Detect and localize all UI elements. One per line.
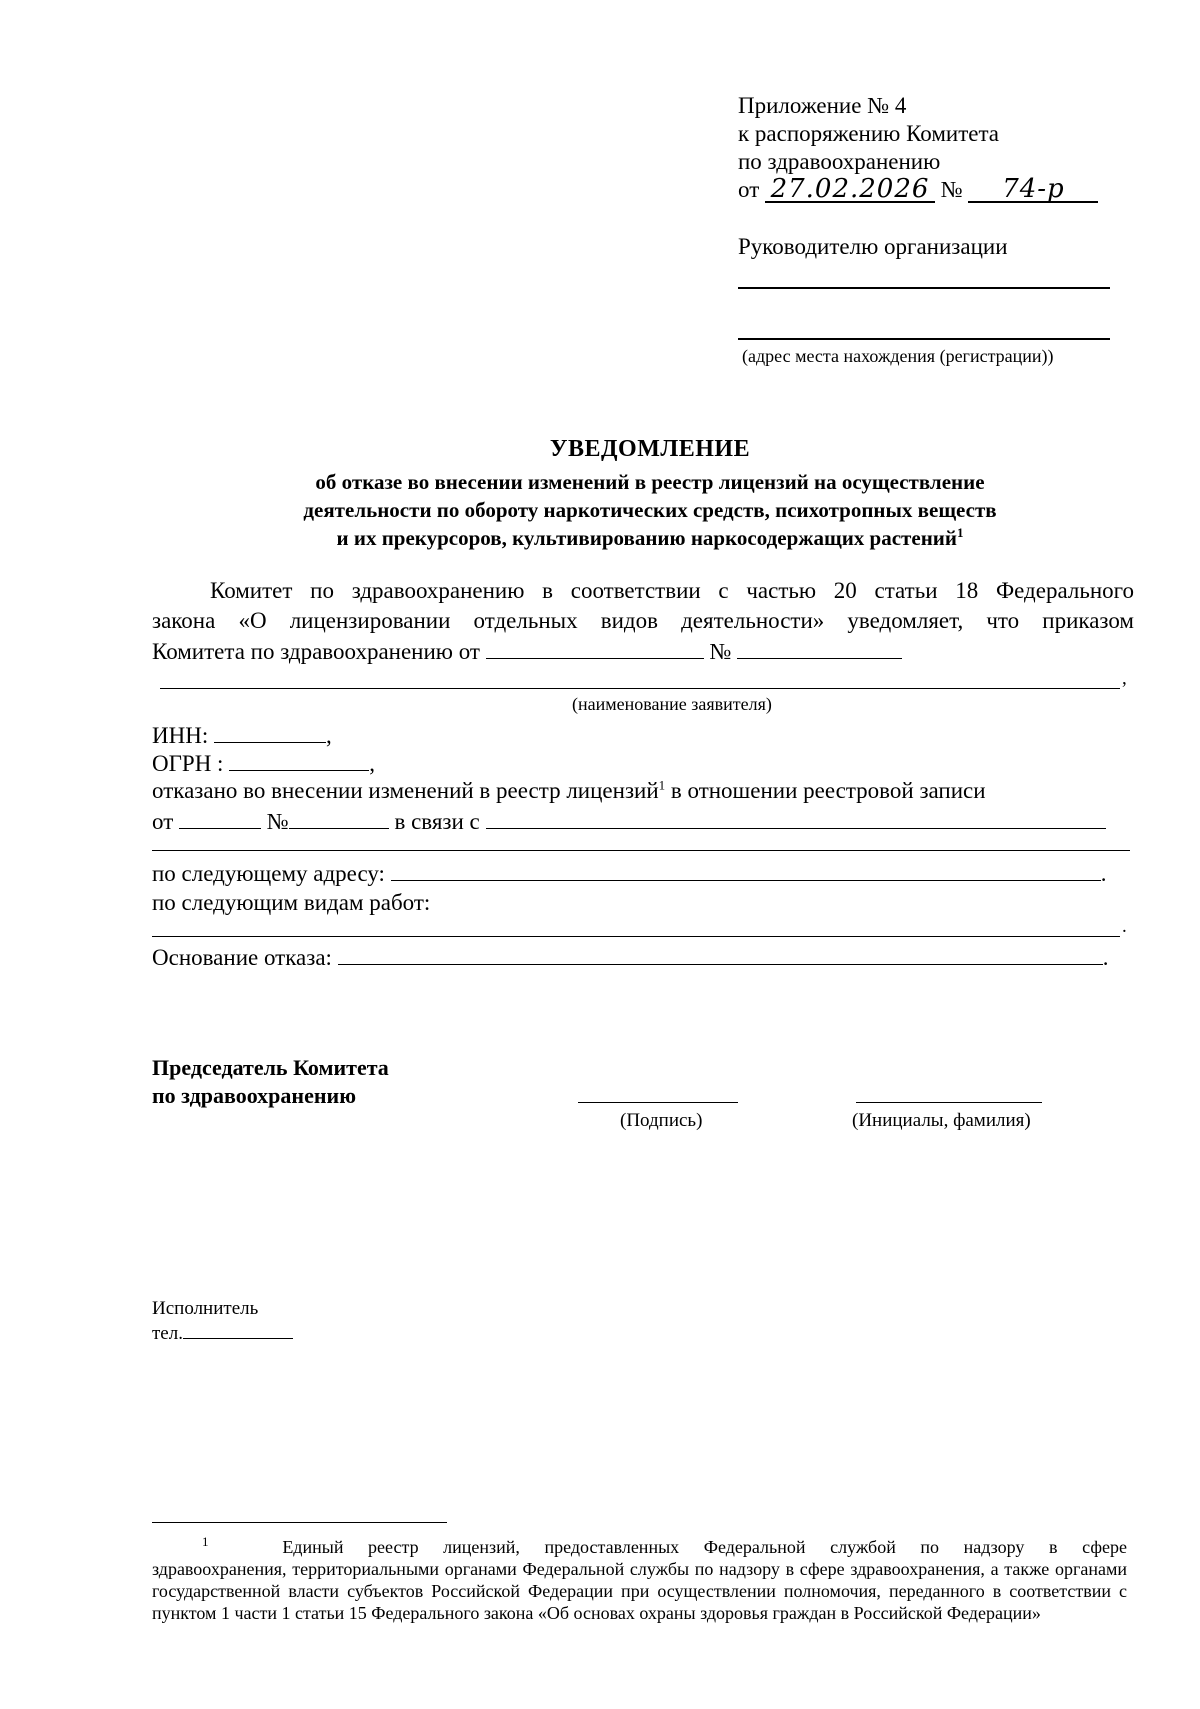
para-line-3 (152, 636, 1134, 667)
notice-title: УВЕДОМЛЕНИЕ (549, 436, 751, 462)
order-number-blank (737, 636, 902, 659)
footnote-number: 1 (202, 1534, 209, 1549)
address-blank (391, 858, 1101, 881)
works-label: по следующим видам работ: (152, 890, 431, 915)
order-date-blank (486, 636, 704, 659)
executor-label: Исполнитель (152, 1298, 259, 1319)
footnote-separator (152, 1522, 447, 1523)
from-prefix: от (738, 177, 760, 202)
basis-line: Основание отказа: . (152, 942, 1134, 973)
refused-footnote-mark: 1 (658, 777, 666, 793)
footnote (152, 1536, 1127, 1624)
phone-label: тел. (152, 1323, 183, 1344)
comma-mark: , (1122, 668, 1127, 689)
para-line-2: закона «О лицензировании отдельных видов деятельности» уведомляет, что приказом (152, 608, 1134, 633)
footnote-text-1: Единый реестр лицензий, предоставленных Федеральной службой по надзору в сфере (282, 1537, 1127, 1557)
recipient-name-line (738, 287, 1110, 289)
appendix-order-line: к распоряжению Комитета (738, 121, 999, 146)
number-prefix: № (940, 177, 963, 202)
works-line (152, 936, 1120, 937)
basis-blank (338, 942, 1103, 965)
footnote-line-1 (152, 1536, 1127, 1558)
signature-caption: (Подпись) (620, 1110, 703, 1131)
footnote-mark: 1 (957, 525, 964, 540)
applicant-caption: (наименование заявителя) (572, 694, 772, 714)
inn-label: ИНН: (152, 723, 209, 748)
applicant-name-line (160, 688, 1120, 689)
para-line-1: Комитет по здравоохранению в соответствии с частью 20 статьи 18 Федерального (210, 578, 1134, 603)
phone-line (152, 1322, 293, 1345)
record-from-label: от (152, 809, 174, 834)
record-number-label: № (266, 809, 289, 834)
record-line (152, 806, 1134, 837)
record-number-blank (289, 806, 389, 829)
notice-subtitle-line-3-text: и их прекурсоров, культивированию наркосодержащих растений (336, 526, 957, 550)
refused-text-b: в отношении реестровой записи (665, 778, 986, 803)
ogrn-blank (229, 748, 369, 771)
handwritten-number: 74-р (968, 177, 1098, 203)
footnote-text-rest: здравоохранения, территориальными органами Федеральной службы по надзору в сфере здравоохранения, а также органами государственной власти субъектов Российской Федерации при осуществлении полномочия, переданного в соответствии с пунктом 1 части 1 статьи 15 Федерального закона «Об основах охраны здоровья граждан в Российской Федерации» (152, 1559, 1127, 1623)
appendix-committee-line: по здравоохранению (738, 149, 941, 174)
chairman-title-line-2: по здравоохранению (152, 1083, 357, 1108)
address-caption: (адрес места нахождения (регистрации)) (742, 346, 1054, 366)
ogrn-line: ОГРН : , (152, 748, 1134, 779)
reason-blank (486, 806, 1106, 829)
appendix-date-number-line (738, 176, 1098, 204)
chairman-title (152, 1054, 389, 1110)
record-date-blank (179, 806, 261, 829)
address-line: по следующему адресу: . (152, 858, 1134, 889)
appendix-header (738, 92, 1098, 204)
period-mark: . (1122, 916, 1127, 937)
refused-line (152, 776, 1134, 806)
phone-blank (183, 1322, 293, 1339)
refused-text-a: отказано во внесении изменений в реестр лицензий (152, 778, 659, 803)
notice-subtitle-line-3 (150, 524, 1150, 552)
reason-continuation-line (152, 850, 1130, 851)
ogrn-label: ОГРН : (152, 751, 224, 776)
reason-label: в связи с (394, 809, 480, 834)
basis-label: Основание отказа: (152, 945, 332, 970)
signature-line (578, 1102, 738, 1103)
chairman-title-line-1: Председатель Комитета (152, 1055, 389, 1080)
name-caption: (Инициалы, фамилия) (852, 1110, 1031, 1131)
recipient-address-line (738, 338, 1110, 340)
notice-subtitle-line-2: деятельности по обороту наркотических средств, психотропных веществ (303, 498, 997, 522)
inn-line: ИНН: , (152, 720, 1134, 751)
recipient-label: Руководителю организации (738, 234, 1008, 259)
appendix-number: Приложение № 4 (738, 93, 907, 118)
handwritten-date: 27.02.2026 (765, 177, 935, 203)
address-label: по следующему адресу: (152, 861, 385, 886)
notice-subtitle-line-1: об отказе во внесении изменений в реестр лицензий на осуществление (315, 470, 985, 494)
name-line (856, 1102, 1042, 1103)
inn-blank (214, 720, 326, 743)
para-line-3-prefix: Комитета по здравоохранению от (152, 639, 480, 664)
order-number-prefix: № (709, 639, 732, 664)
